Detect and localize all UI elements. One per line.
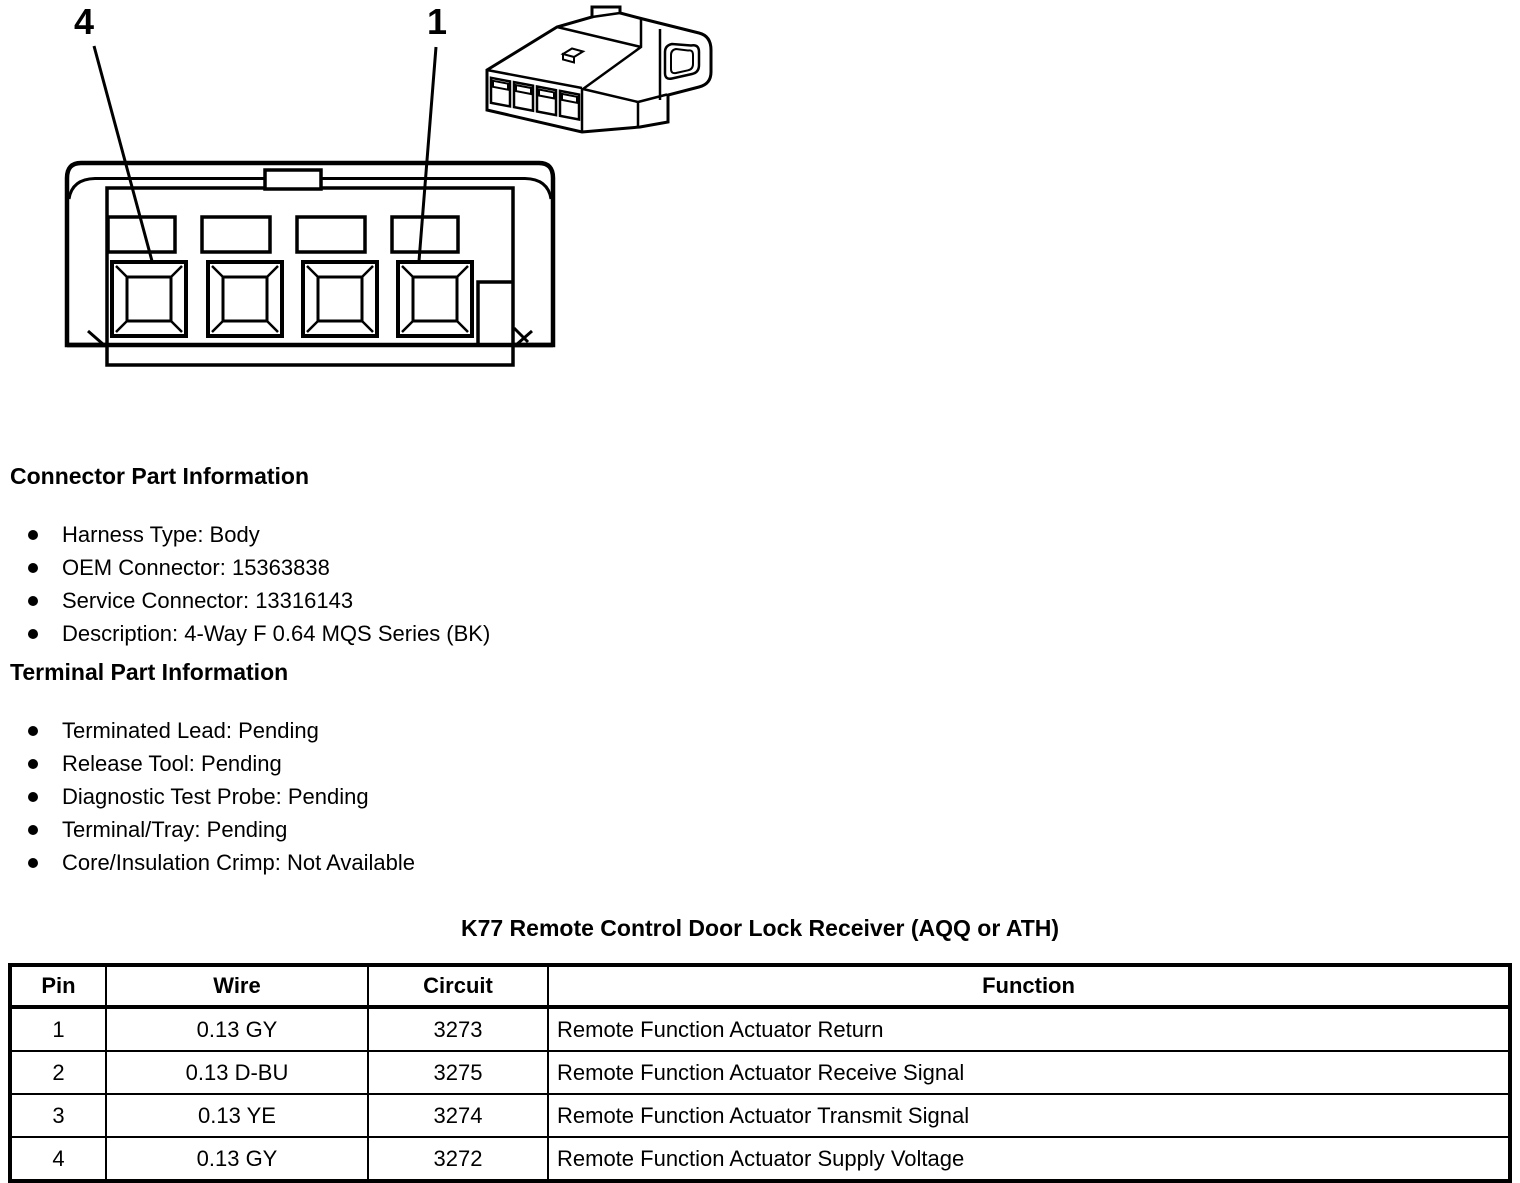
bullet-item bbox=[10, 617, 490, 650]
terminal-part-information-list bbox=[10, 714, 415, 879]
connector-3d-view bbox=[487, 7, 711, 132]
table-cell: Remote Function Actuator Return bbox=[548, 1007, 1510, 1051]
bullet-dot-icon bbox=[28, 629, 38, 639]
table-row bbox=[10, 1094, 1510, 1137]
bullet-text: Description: 4-Way F 0.64 MQS Series (BK) bbox=[62, 620, 491, 646]
bullet-item bbox=[10, 813, 415, 846]
pin-table-header-row bbox=[10, 965, 1510, 1007]
table-cell: 0.13 GY bbox=[106, 1007, 368, 1051]
table-cell: 3274 bbox=[368, 1094, 548, 1137]
table-cell: 2 bbox=[10, 1051, 106, 1094]
bullet-text: Release Tool: Pending bbox=[62, 750, 282, 776]
bullet-item bbox=[10, 714, 415, 747]
connector-part-information-heading: Connector Part Information bbox=[10, 463, 310, 489]
bullet-text: Harness Type: Body bbox=[62, 521, 260, 547]
bullet-item bbox=[10, 551, 490, 584]
table-cell: 3272 bbox=[368, 1137, 548, 1181]
3d-cavity-1 bbox=[491, 78, 510, 107]
cavity-slot-2 bbox=[202, 217, 270, 252]
table-cell: 3 bbox=[10, 1094, 106, 1137]
table-cell: Remote Function Actuator Supply Voltage bbox=[548, 1137, 1510, 1181]
bullet-text: Diagnostic Test Probe: Pending bbox=[62, 783, 369, 809]
bullet-dot-icon bbox=[28, 596, 38, 606]
table-cell: 1 bbox=[10, 1007, 106, 1051]
bullet-item bbox=[10, 846, 415, 879]
bullet-text: OEM Connector: 15363838 bbox=[62, 554, 330, 580]
table-row bbox=[10, 1007, 1510, 1051]
pin-table bbox=[8, 963, 1512, 1183]
pin-table-title: K77 Remote Control Door Lock Receiver (AQQ or ATH) bbox=[460, 915, 1060, 941]
terminal-cavity-4 bbox=[112, 262, 186, 336]
pin-4-label: 4 bbox=[74, 1, 95, 42]
bullet-item bbox=[10, 584, 490, 617]
terminal-part-information-section bbox=[10, 658, 415, 879]
terminal-cavity-1 bbox=[398, 262, 472, 336]
table-row bbox=[10, 1137, 1510, 1181]
table-cell: 3275 bbox=[368, 1051, 548, 1094]
table-row bbox=[10, 1051, 1510, 1094]
bullet-dot-icon bbox=[28, 563, 38, 573]
table-cell: Remote Function Actuator Receive Signal bbox=[548, 1051, 1510, 1094]
table-cell: 0.13 YE bbox=[106, 1094, 368, 1137]
table-cell: 3273 bbox=[368, 1007, 548, 1051]
connector-part-information-list bbox=[10, 518, 490, 650]
bullet-text: Core/Insulation Crimp: Not Available bbox=[62, 849, 415, 875]
table-cell: 4 bbox=[10, 1137, 106, 1181]
lock-tab bbox=[265, 170, 321, 189]
bullet-text: Service Connector: 13316143 bbox=[62, 587, 354, 613]
3d-cavity-2 bbox=[514, 82, 533, 111]
connector-face-view bbox=[67, 46, 553, 365]
table-cell: 0.13 D-BU bbox=[106, 1051, 368, 1094]
bullet-dot-icon bbox=[28, 825, 38, 835]
cavity-slot-3 bbox=[297, 217, 365, 252]
terminal-cavity-3 bbox=[208, 262, 282, 336]
terminal-cavity-2 bbox=[303, 262, 377, 336]
connector-part-information-section bbox=[10, 462, 490, 650]
table-cell: Remote Function Actuator Transmit Signal bbox=[548, 1094, 1510, 1137]
terminal-part-information-heading: Terminal Part Information bbox=[10, 659, 289, 685]
connector-diagram bbox=[0, 0, 1520, 450]
bullet-text: Terminal/Tray: Pending bbox=[62, 816, 288, 842]
column-header: Pin bbox=[10, 965, 106, 1007]
3d-cavity-3 bbox=[537, 87, 556, 116]
pin-1-label: 1 bbox=[427, 1, 448, 42]
bullet-dot-icon bbox=[28, 726, 38, 736]
table-cell: 0.13 GY bbox=[106, 1137, 368, 1181]
column-header: Function bbox=[548, 965, 1510, 1007]
bullet-dot-icon bbox=[28, 792, 38, 802]
bullet-item bbox=[10, 780, 415, 813]
bullet-dot-icon bbox=[28, 530, 38, 540]
bullet-text: Terminated Lead: Pending bbox=[62, 717, 319, 743]
bullet-item bbox=[10, 518, 490, 551]
bullet-dot-icon bbox=[28, 759, 38, 769]
bullet-dot-icon bbox=[28, 858, 38, 868]
3d-cavity-4 bbox=[560, 91, 579, 120]
column-header: Wire bbox=[106, 965, 368, 1007]
cavity-slot-4 bbox=[392, 217, 458, 252]
column-header: Circuit bbox=[368, 965, 548, 1007]
bullet-item bbox=[10, 747, 415, 780]
